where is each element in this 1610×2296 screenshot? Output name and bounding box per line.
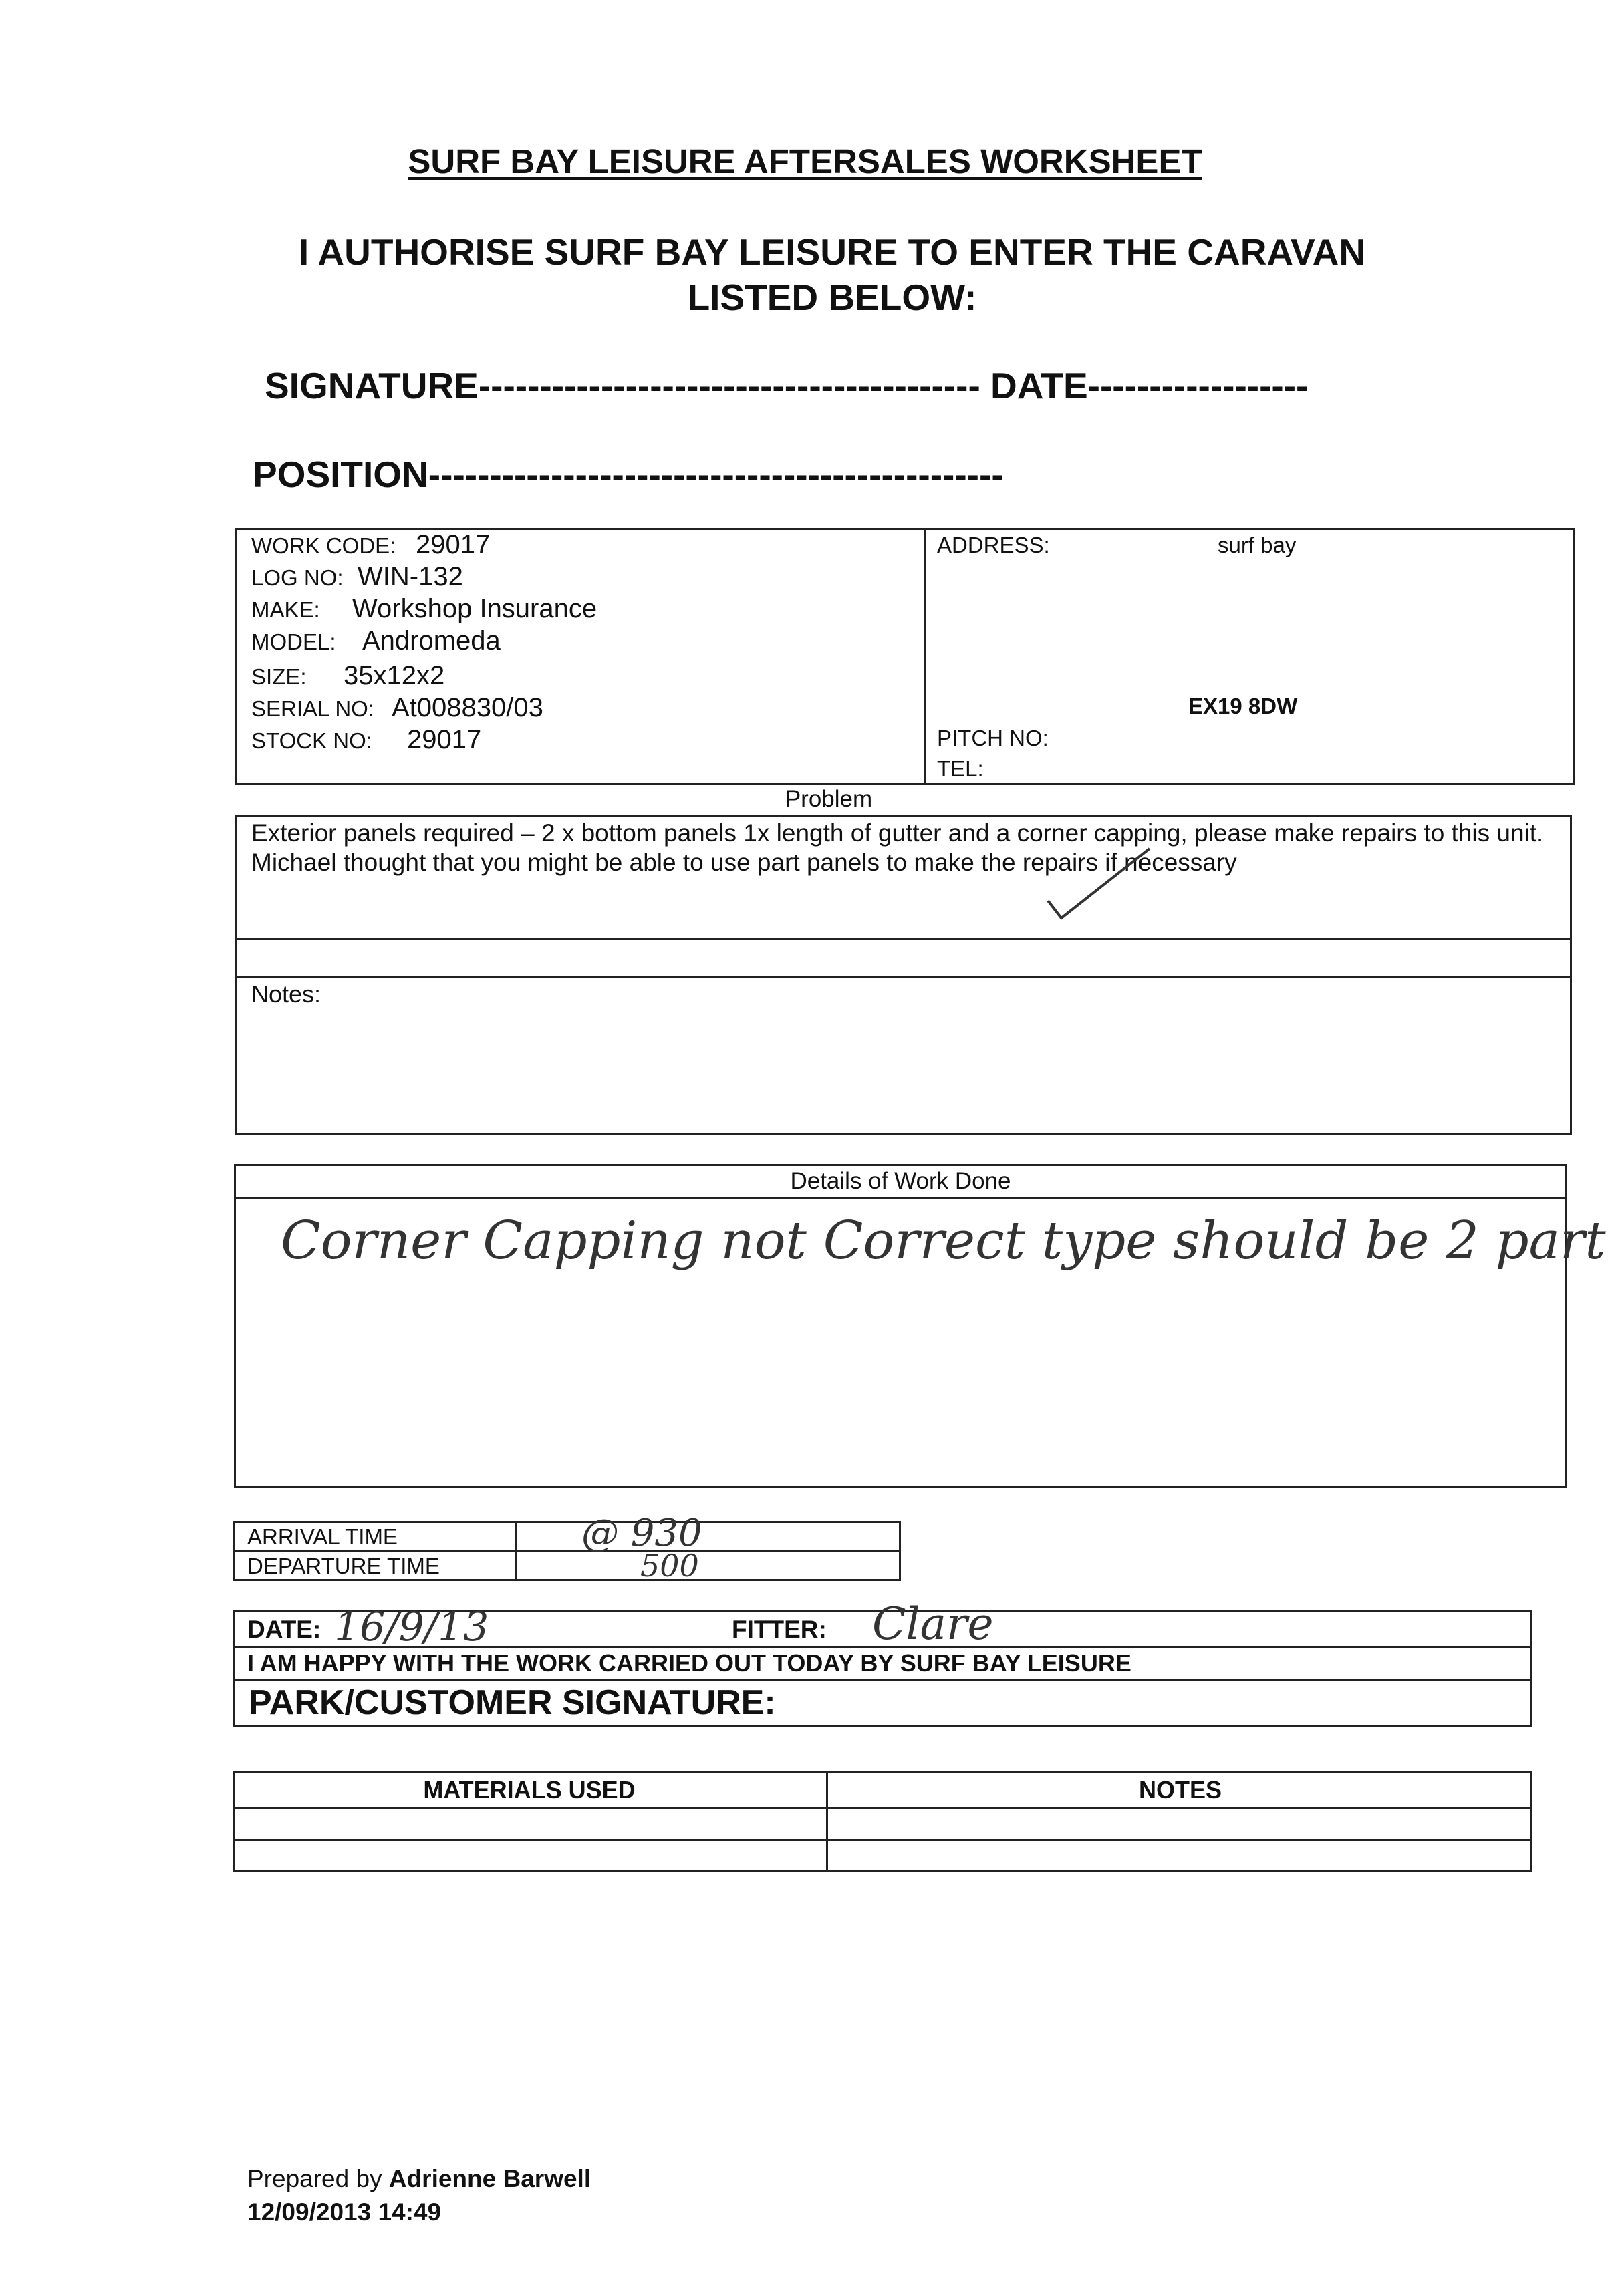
arrival-time-value: @ 930	[581, 1512, 702, 1555]
problem-heading: Problem	[785, 786, 873, 812]
materials-used-header: MATERIALS USED	[423, 1776, 636, 1804]
authorisation-line-2: LISTED BELOW:	[687, 277, 977, 318]
stock-no-value: 29017	[407, 725, 482, 754]
materials-row-divider-1	[233, 1807, 1532, 1809]
fitter-value: Clare	[872, 1598, 994, 1650]
work-done-heading: Details of Work Done	[790, 1168, 1011, 1194]
address-label: ADDRESS:	[937, 533, 1050, 557]
size-label: SIZE:	[251, 664, 307, 689]
arrival-time-label: ARRIVAL TIME	[247, 1524, 398, 1549]
times-row-divider	[233, 1550, 901, 1552]
date-value: 16/9/13	[334, 1604, 489, 1651]
model-value: Andromeda	[362, 626, 501, 656]
work-code-label: WORK CODE:	[251, 533, 396, 558]
address-value: surf bay	[1218, 533, 1297, 557]
model-label: MODEL:	[251, 629, 336, 654]
signoff-divider-2	[233, 1679, 1532, 1681]
notes-label: Notes:	[251, 980, 321, 1008]
materials-notes-header: NOTES	[1138, 1776, 1222, 1804]
prepared-by	[247, 2165, 591, 2193]
log-no-label: LOG NO:	[251, 565, 344, 590]
stock-no-label: STOCK NO:	[251, 728, 372, 753]
work-done-divider	[234, 1197, 1567, 1199]
times-col-divider	[515, 1521, 517, 1581]
fitter-label: FITTER:	[732, 1616, 827, 1643]
log-no-value: WIN-132	[358, 562, 463, 591]
pitch-no-label: PITCH NO:	[937, 726, 1049, 750]
authorisation-line-1: I AUTHORISE SURF BAY LEISURE TO ENTER THE CARAVAN	[298, 231, 1366, 273]
customer-signature-label: PARK/CUSTOMER SIGNATURE:	[249, 1683, 776, 1722]
authorisation-statement	[0, 229, 1610, 320]
satisfaction-statement: I AM HAPPY WITH THE WORK CARRIED OUT TODAY BY SURF BAY LEISURE	[247, 1649, 1131, 1677]
unit-box-divider	[924, 528, 926, 785]
signature-date-line: SIGNATURE----------------------------------------- DATE------------------	[265, 365, 1309, 406]
date-label: DATE:	[247, 1616, 321, 1643]
work-done-handwriting: Corner Capping not Correct type should be 2 part	[281, 1211, 1606, 1271]
size-value: 35x12x2	[344, 661, 445, 690]
checkmark-icon	[1043, 843, 1156, 923]
departure-time-value: 500	[640, 1548, 699, 1584]
make-label: MAKE:	[251, 597, 320, 622]
position-line: POSITION-----------------------------------------------	[253, 454, 1004, 495]
make-value: Workshop Insurance	[352, 594, 597, 623]
serial-no-value: At008830/03	[392, 693, 543, 722]
prepared-by-name: Adrienne Barwell	[388, 2165, 591, 2192]
prepared-by-label: Prepared by	[247, 2165, 382, 2192]
serial-no-label: SERIAL NO:	[251, 696, 374, 721]
problem-divider-2	[235, 976, 1572, 978]
problem-divider-1	[235, 938, 1572, 940]
tel-label: TEL:	[937, 756, 984, 781]
materials-row-divider-2	[233, 1839, 1532, 1841]
worksheet-title: SURF BAY LEISURE AFTERSALES WORKSHEET	[408, 142, 1202, 180]
departure-time-label: DEPARTURE TIME	[247, 1554, 440, 1578]
work-code-value: 29017	[416, 530, 491, 559]
prepared-timestamp: 12/09/2013 14:49	[247, 2198, 442, 2226]
problem-description: Exterior panels required – 2 x bottom panels 1x length of gutter and a corner capping, please make repairs to this unit. Michael thought that you might be able to use part panels to make the repairs if necessary	[251, 819, 1544, 876]
postcode-value: EX19 8DW	[1188, 694, 1298, 718]
